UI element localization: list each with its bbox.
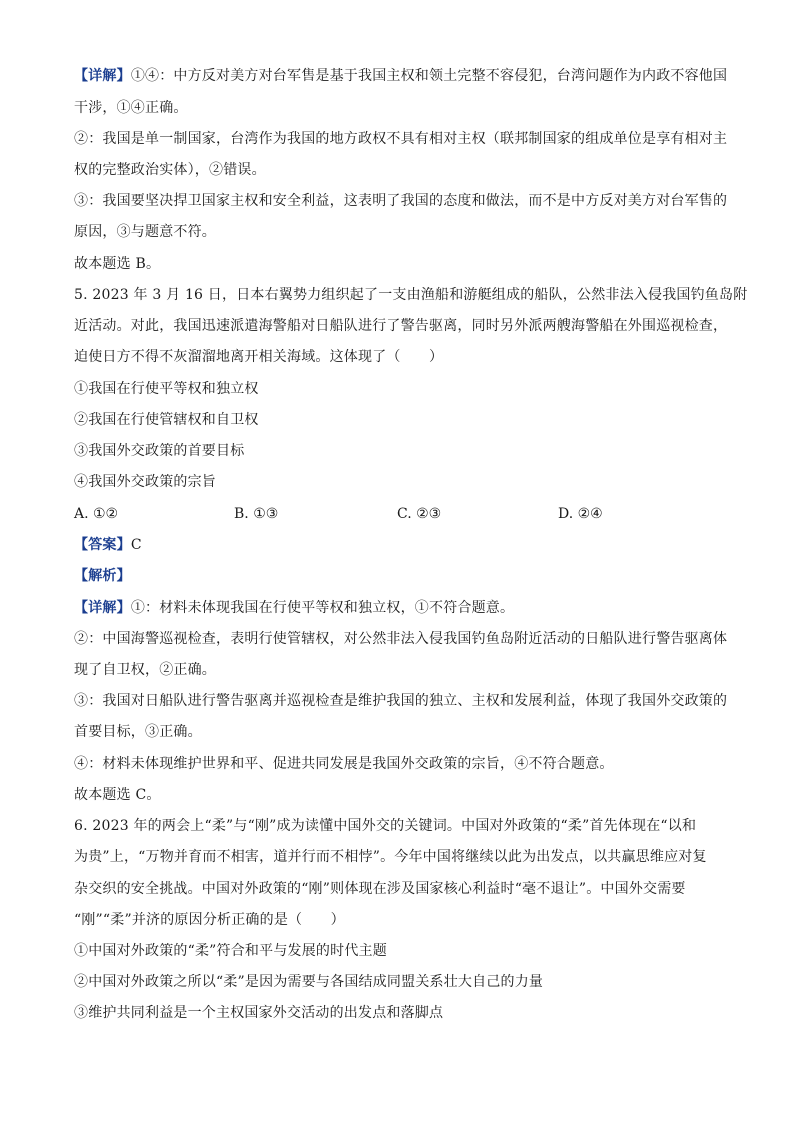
q5-option-d: D. ②④	[558, 506, 603, 522]
answer-value: C	[130, 537, 142, 553]
q4-explanation-line-5: ③：我国要坚决捍卫国家主权和安全利益，这表明了我国的态度和做法，而不是中方反对美方对台军售的	[74, 193, 728, 209]
q5-option-b: B. ①③	[234, 506, 279, 522]
q6-stem-line-2: 为贵”上，“万物并育而不相害，道并行而不相悖”。今年中国将继续以此为出发点，以共赢思维应对复	[74, 849, 707, 865]
q4-conclusion: 故本题选 B。	[74, 256, 161, 272]
q5-conclusion: 故本题选 C。	[74, 787, 161, 803]
q6-stem-line-1: 6. 2023 年的两会上“柔”与“刚”成为读懂中国外交的关键词。中国对外政策的“柔”首先体现在“以和	[74, 818, 697, 834]
q4-explanation-line-2: 干涉，①④正确。	[74, 100, 188, 116]
detail-label: 【详解】	[74, 68, 131, 84]
q6-stem-line-4: “刚”“柔”并济的原因分析正确的是（ ）	[74, 912, 345, 928]
q4-explanation-line-4: 权的完整政治实体），②错误。	[74, 162, 266, 178]
q5-options	[74, 504, 734, 524]
analysis-label: 【解析】	[74, 568, 131, 584]
q6-stem-line-3: 杂交织的安全挑战。中国对外政策的“刚”则体现在涉及国家核心利益时“毫不退让”。中国外交需要	[74, 881, 686, 897]
q5-stem-line-2: 近活动。对此，我国迅速派遣海警船对日船队进行了警告驱离，同时另外派两艘海警船在外围巡视检查，	[74, 318, 728, 334]
q5-explanation-line-3: 现了自卫权，②正确。	[74, 662, 216, 678]
q6-item-3: ③维护共同利益是一个主权国家外交活动的出发点和落脚点	[74, 1005, 444, 1021]
q5-explanation-line-2: ②：中国海警巡视检查，表明行使管辖权，对公然非法入侵我国钓鱼岛附近活动的日船队进行警告驱离体	[74, 631, 728, 647]
q5-item-3: ③我国外交政策的首要目标	[74, 443, 245, 459]
q5-explanation-line-1: 【详解】①：材料未体现我国在行使平等权和独立权，①不符合题意。	[74, 600, 515, 616]
q5-option-c: C. ②③	[397, 506, 442, 522]
q6-item-1: ①中国对外政策的“柔”符合和平与发展的时代主题	[74, 943, 387, 959]
q5-item-1: ①我国在行使平等权和独立权	[74, 381, 259, 397]
answer-label: 【答案】	[74, 537, 131, 553]
q5-stem-line-3: 迫使日方不得不灰溜溜地离开相关海域。这体现了（ ）	[74, 349, 444, 365]
q5-analysis-heading	[74, 566, 131, 586]
q5-explanation-line-4: ③：我国对日船队进行警告驱离并巡视检查是维护我国的独立、主权和发展利益，体现了我国外交政策的	[74, 693, 728, 709]
q6-item-2: ②中国对外政策之所以“柔”是因为需要与各国结成同盟关系壮大自己的力量	[74, 974, 544, 990]
detail-label: 【详解】	[74, 600, 131, 616]
q4-explanation-line-1: 【详解】①④：中方反对美方对台军售是基于我国主权和领土完整不容侵犯，台湾问题作为内政不容他国	[74, 68, 728, 84]
q4-explanation-line-6: 原因，③与题意不符。	[74, 224, 216, 240]
q5-explanation-line-6: ④：材料未体现维护世界和平、促进共同发展是我国外交政策的宗旨，④不符合题意。	[74, 756, 614, 772]
q4-explanation-line-3: ②：我国是单一制国家，台湾作为我国的地方政权不具有相对主权（联邦制国家的组成单位是享有相对主	[74, 131, 728, 147]
q5-answer	[74, 535, 142, 555]
q5-item-2: ②我国在行使管辖权和自卫权	[74, 412, 259, 428]
q5-item-4: ④我国外交政策的宗旨	[74, 474, 216, 490]
q5-stem-line-1: 5. 2023 年 3 月 16 日，日本右翼势力组织起了一支由渔船和游艇组成的船队，公然非法入侵我国钓鱼岛附	[74, 287, 748, 303]
q5-option-a: A. ①②	[74, 506, 119, 522]
q5-explanation-line-5: 首要目标，③正确。	[74, 724, 202, 740]
